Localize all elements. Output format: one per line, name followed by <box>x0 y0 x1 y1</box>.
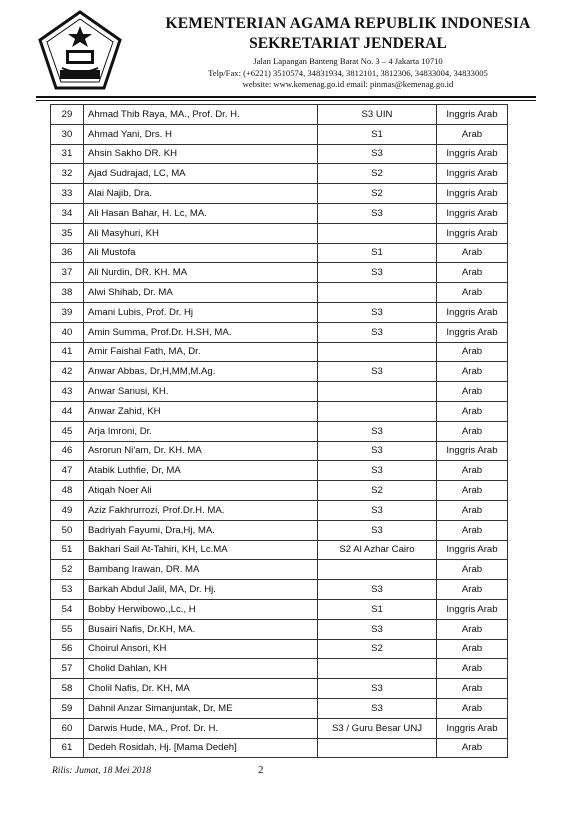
website-line: website: www.kemenag.go.id email: pinmas@kemenag.go.id <box>242 79 454 89</box>
table-row <box>51 738 508 758</box>
education-cell: S3 UIN <box>318 105 437 125</box>
row-number-cell: 55 <box>51 619 84 639</box>
release-date: Rilis: Jumat, 18 Mei 2018 <box>52 766 151 776</box>
row-number-cell: 59 <box>51 698 84 718</box>
table-row <box>51 500 508 520</box>
name-cell: Ali Masyhuri, KH <box>84 223 318 243</box>
name-cell: Barkah Abdul Jalil, MA, Dr. Hj. <box>84 580 318 600</box>
header-divider-thick <box>36 96 536 98</box>
name-cell: Bobby Herwibowo.,Lc., H <box>84 599 318 619</box>
table-row <box>51 105 508 125</box>
education-cell <box>318 401 437 421</box>
row-number-cell: 40 <box>51 322 84 342</box>
education-cell <box>318 738 437 758</box>
row-number-cell: 54 <box>51 599 84 619</box>
education-cell: S3 <box>318 203 437 223</box>
name-cell: Choirul Ansori, KH <box>84 639 318 659</box>
language-cell: Arab <box>437 461 508 481</box>
language-cell: Inggris Arab <box>437 203 508 223</box>
table-row <box>51 540 508 560</box>
row-number-cell: 43 <box>51 382 84 402</box>
education-cell: S3 <box>318 322 437 342</box>
row-number-cell: 33 <box>51 184 84 204</box>
language-cell: Inggris Arab <box>437 302 508 322</box>
table-row <box>51 441 508 461</box>
education-cell <box>318 283 437 303</box>
row-number-cell: 37 <box>51 263 84 283</box>
row-number-cell: 51 <box>51 540 84 560</box>
education-cell <box>318 342 437 362</box>
education-cell: S3 / Guru Besar UNJ <box>318 718 437 738</box>
language-cell: Arab <box>437 401 508 421</box>
row-number-cell: 57 <box>51 659 84 679</box>
education-cell <box>318 223 437 243</box>
row-number-cell: 38 <box>51 283 84 303</box>
letterhead <box>128 14 568 91</box>
education-cell <box>318 382 437 402</box>
education-cell: S1 <box>318 599 437 619</box>
education-cell: S3 <box>318 362 437 382</box>
name-cell: Alwi Shihab, Dr. MA <box>84 283 318 303</box>
table-row <box>51 698 508 718</box>
education-cell: S3 <box>318 520 437 540</box>
table-row <box>51 659 508 679</box>
table-row <box>51 520 508 540</box>
table-row <box>51 203 508 223</box>
table-row <box>51 481 508 501</box>
education-cell: S3 <box>318 144 437 164</box>
table-row <box>51 580 508 600</box>
row-number-cell: 34 <box>51 203 84 223</box>
language-cell: Inggris Arab <box>437 223 508 243</box>
name-cell: Ahmad Yani, Drs. H <box>84 124 318 144</box>
name-cell: Cholid Dahlan, KH <box>84 659 318 679</box>
table-row <box>51 223 508 243</box>
language-cell: Arab <box>437 263 508 283</box>
secretariat-title: SEKRETARIAT JENDERAL <box>249 35 447 52</box>
table-row <box>51 243 508 263</box>
language-cell: Arab <box>437 362 508 382</box>
row-number-cell: 50 <box>51 520 84 540</box>
name-cell: Atabik Luthfie, Dr, MA <box>84 461 318 481</box>
row-number-cell: 45 <box>51 421 84 441</box>
name-cell: Bakhari Sail At-Tahiri, KH, Lc.MA <box>84 540 318 560</box>
language-cell: Arab <box>437 698 508 718</box>
row-number-cell: 47 <box>51 461 84 481</box>
name-cell: Busairi Nafis, Dr.KH, MA. <box>84 619 318 639</box>
education-cell: S2 <box>318 184 437 204</box>
name-cell: Ajad Sudrajad, LC, MA <box>84 164 318 184</box>
education-cell: S3 <box>318 263 437 283</box>
row-number-cell: 44 <box>51 401 84 421</box>
education-cell: S2 <box>318 164 437 184</box>
language-cell: Inggris Arab <box>437 144 508 164</box>
table-row <box>51 362 508 382</box>
row-number-cell: 61 <box>51 738 84 758</box>
table-row <box>51 124 508 144</box>
table-row <box>51 639 508 659</box>
education-cell: S3 <box>318 441 437 461</box>
education-cell: S3 <box>318 302 437 322</box>
row-number-cell: 46 <box>51 441 84 461</box>
table-row <box>51 718 508 738</box>
table-row <box>51 263 508 283</box>
education-cell: S3 <box>318 679 437 699</box>
row-number-cell: 30 <box>51 124 84 144</box>
table-row <box>51 461 508 481</box>
row-number-cell: 41 <box>51 342 84 362</box>
language-cell: Inggris Arab <box>437 322 508 342</box>
education-cell: S3 <box>318 580 437 600</box>
language-cell: Arab <box>437 560 508 580</box>
education-cell: S2 <box>318 639 437 659</box>
row-number-cell: 39 <box>51 302 84 322</box>
education-cell: S2 Al Azhar Cairo <box>318 540 437 560</box>
language-cell: Arab <box>437 679 508 699</box>
table-row <box>51 401 508 421</box>
language-cell: Inggris Arab <box>437 105 508 125</box>
kemenag-emblem-icon <box>36 10 124 92</box>
name-cell: Amir Faishal Fath, MA, Dr. <box>84 342 318 362</box>
language-cell: Arab <box>437 421 508 441</box>
table-row <box>51 322 508 342</box>
table-row <box>51 342 508 362</box>
page-number: 2 <box>258 764 264 776</box>
name-cell: Badriyah Fayumi, Dra,Hj, MA. <box>84 520 318 540</box>
name-cell: Asrorun Ni'am, Dr. KH. MA <box>84 441 318 461</box>
language-cell: Inggris Arab <box>437 599 508 619</box>
name-cell: Darwis Hude, MA., Prof. Dr. H. <box>84 718 318 738</box>
education-cell: S1 <box>318 243 437 263</box>
preacher-table <box>50 104 508 758</box>
language-cell: Arab <box>437 382 508 402</box>
row-number-cell: 29 <box>51 105 84 125</box>
table-row <box>51 302 508 322</box>
ministry-title: KEMENTERIAN AGAMA REPUBLIK INDONESIA <box>165 15 531 32</box>
row-number-cell: 52 <box>51 560 84 580</box>
education-cell: S2 <box>318 481 437 501</box>
address-line: Jalan Lapangan Banteng Barat No. 3 – 4 Jakarta 10710 <box>253 56 443 66</box>
name-cell: Ahsin Sakho DR. KH <box>84 144 318 164</box>
row-number-cell: 42 <box>51 362 84 382</box>
row-number-cell: 58 <box>51 679 84 699</box>
table-row <box>51 144 508 164</box>
row-number-cell: 56 <box>51 639 84 659</box>
education-cell: S1 <box>318 124 437 144</box>
language-cell: Arab <box>437 124 508 144</box>
table-row <box>51 283 508 303</box>
language-cell: Arab <box>437 500 508 520</box>
row-number-cell: 36 <box>51 243 84 263</box>
row-number-cell: 60 <box>51 718 84 738</box>
name-cell: Atiqah Noer Ali <box>84 481 318 501</box>
education-cell: S3 <box>318 500 437 520</box>
row-number-cell: 35 <box>51 223 84 243</box>
table-row <box>51 184 508 204</box>
language-cell: Inggris Arab <box>437 540 508 560</box>
language-cell: Inggris Arab <box>437 441 508 461</box>
language-cell: Inggris Arab <box>437 718 508 738</box>
name-cell: Ahmad Thib Raya, MA., Prof. Dr. H. <box>84 105 318 125</box>
row-number-cell: 48 <box>51 481 84 501</box>
name-cell: Cholil Nafis, Dr. KH, MA <box>84 679 318 699</box>
table-row <box>51 560 508 580</box>
language-cell: Arab <box>437 481 508 501</box>
name-cell: Ali Hasan Bahar, H. Lc, MA. <box>84 203 318 223</box>
name-cell: Dahnil Anzar Simanjuntak, Dr, ME <box>84 698 318 718</box>
name-cell: Amani Lubis, Prof. Dr. Hj <box>84 302 318 322</box>
name-cell: Ali Mustofa <box>84 243 318 263</box>
header-divider-thin <box>36 100 536 101</box>
name-cell: Aziz Fakhrurrozi, Prof.Dr.H. MA. <box>84 500 318 520</box>
table-row <box>51 679 508 699</box>
education-cell: S3 <box>318 421 437 441</box>
education-cell <box>318 659 437 679</box>
name-cell: Ali Nurdin, DR. KH. MA <box>84 263 318 283</box>
table-row <box>51 619 508 639</box>
language-cell: Arab <box>437 639 508 659</box>
education-cell: S3 <box>318 619 437 639</box>
language-cell: Inggris Arab <box>437 164 508 184</box>
education-cell: S3 <box>318 698 437 718</box>
table-row <box>51 382 508 402</box>
language-cell: Arab <box>437 342 508 362</box>
language-cell: Arab <box>437 738 508 758</box>
language-cell: Arab <box>437 243 508 263</box>
table-row <box>51 164 508 184</box>
row-number-cell: 32 <box>51 164 84 184</box>
language-cell: Arab <box>437 619 508 639</box>
education-cell <box>318 560 437 580</box>
kemenag-logo <box>36 10 124 92</box>
row-number-cell: 53 <box>51 580 84 600</box>
name-cell: Anwar Abbas, Dr,H,MM,M.Ag. <box>84 362 318 382</box>
language-cell: Arab <box>437 520 508 540</box>
language-cell: Arab <box>437 659 508 679</box>
name-cell: Arja Imroni, Dr. <box>84 421 318 441</box>
language-cell: Arab <box>437 580 508 600</box>
name-cell: Bambang Irawan, DR. MA <box>84 560 318 580</box>
name-cell: Dedeh Rosidah, Hj. [Mama Dedeh] <box>84 738 318 758</box>
language-cell: Arab <box>437 283 508 303</box>
row-number-cell: 31 <box>51 144 84 164</box>
education-cell: S3 <box>318 461 437 481</box>
name-cell: Amin Summa, Prof.Dr. H.SH, MA. <box>84 322 318 342</box>
table-row <box>51 599 508 619</box>
table-row <box>51 421 508 441</box>
name-cell: Anwar Zahid, KH <box>84 401 318 421</box>
row-number-cell: 49 <box>51 500 84 520</box>
name-cell: Anwar Sanusi, KH. <box>84 382 318 402</box>
phone-line: Telp/Fax: (+6221) 3510574, 34831934, 3812101, 3812306, 34833004, 34833005 <box>208 67 488 78</box>
name-cell: Alai Najib, Dra. <box>84 184 318 204</box>
language-cell: Inggris Arab <box>437 184 508 204</box>
